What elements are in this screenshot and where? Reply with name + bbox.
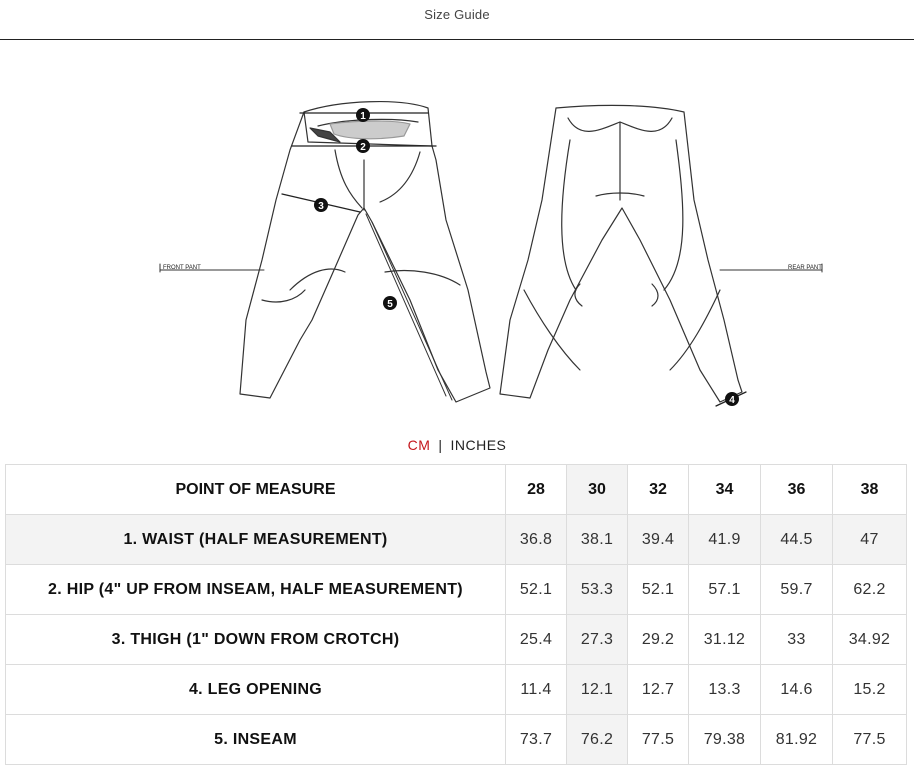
cell-value: 73.7: [506, 715, 567, 765]
svg-text:5: 5: [387, 299, 393, 310]
cell-value: 52.1: [628, 565, 689, 615]
header-size: 30: [567, 465, 628, 515]
header-size: 32: [628, 465, 689, 515]
cell-value: 53.3: [567, 565, 628, 615]
cell-value: 59.7: [761, 565, 833, 615]
cell-value: 39.4: [628, 515, 689, 565]
header-point-of-measure: POINT OF MEASURE: [6, 465, 506, 515]
table-header-row: [6, 465, 907, 515]
cell-value: 31.12: [689, 615, 761, 665]
header-size: 34: [689, 465, 761, 515]
row-label: 3. THIGH (1" DOWN FROM CROTCH): [6, 615, 506, 665]
row-label: 2. HIP (4" UP FROM INSEAM, HALF MEASUREMENT): [6, 565, 506, 615]
table-row: [6, 665, 907, 715]
table-row: [6, 715, 907, 765]
measure-marker-2: [356, 139, 370, 153]
cell-value: 57.1: [689, 565, 761, 615]
measure-marker-3: [314, 198, 328, 212]
measure-marker-1: [356, 108, 370, 122]
cell-value: 13.3: [689, 665, 761, 715]
cell-value: 15.2: [833, 665, 907, 715]
page-header: [0, 0, 914, 40]
page-title: Size Guide: [424, 7, 490, 22]
pant-measurement-diagram: [0, 41, 914, 426]
cell-value: 27.3: [567, 615, 628, 665]
unit-cm-button[interactable]: CM: [407, 437, 431, 453]
cell-value: 77.5: [833, 715, 907, 765]
cell-value: 76.2: [567, 715, 628, 765]
svg-text:1: 1: [360, 111, 366, 122]
row-label: 5. INSEAM: [6, 715, 506, 765]
cell-value: 25.4: [506, 615, 567, 665]
svg-text:4: 4: [729, 395, 735, 406]
svg-text:3: 3: [318, 201, 324, 212]
cell-value: 14.6: [761, 665, 833, 715]
cell-value: 12.7: [628, 665, 689, 715]
cell-value: 62.2: [833, 565, 907, 615]
row-label: 1. WAIST (HALF MEASUREMENT): [6, 515, 506, 565]
cell-value: 77.5: [628, 715, 689, 765]
size-chart-table: [5, 464, 907, 765]
measure-marker-4: [725, 392, 739, 406]
front-pant-label: FRONT PANT: [163, 265, 201, 271]
header-size: 36: [761, 465, 833, 515]
cell-value: 41.9: [689, 515, 761, 565]
cell-value: 47: [833, 515, 907, 565]
unit-inches-button[interactable]: INCHES: [450, 437, 507, 453]
cell-value: 34.92: [833, 615, 907, 665]
cell-value: 11.4: [506, 665, 567, 715]
cell-value: 36.8: [506, 515, 567, 565]
table-row: [6, 565, 907, 615]
cell-value: 44.5: [761, 515, 833, 565]
row-label: 4. LEG OPENING: [6, 665, 506, 715]
cell-value: 38.1: [567, 515, 628, 565]
header-size: 28: [506, 465, 567, 515]
measure-marker-5: [383, 296, 397, 310]
cell-value: 52.1: [506, 565, 567, 615]
cell-value: 12.1: [567, 665, 628, 715]
cell-value: 33: [761, 615, 833, 665]
table-row: [6, 515, 907, 565]
unit-toggle: [0, 437, 914, 453]
svg-text:2: 2: [360, 142, 366, 153]
rear-pant-illustration: [500, 105, 746, 406]
table-row: [6, 615, 907, 665]
cell-value: 81.92: [761, 715, 833, 765]
cell-value: 79.38: [689, 715, 761, 765]
unit-separator: |: [438, 437, 443, 453]
header-size: 38: [833, 465, 907, 515]
cell-value: 29.2: [628, 615, 689, 665]
rear-pant-label: REAR PANT: [788, 265, 822, 271]
